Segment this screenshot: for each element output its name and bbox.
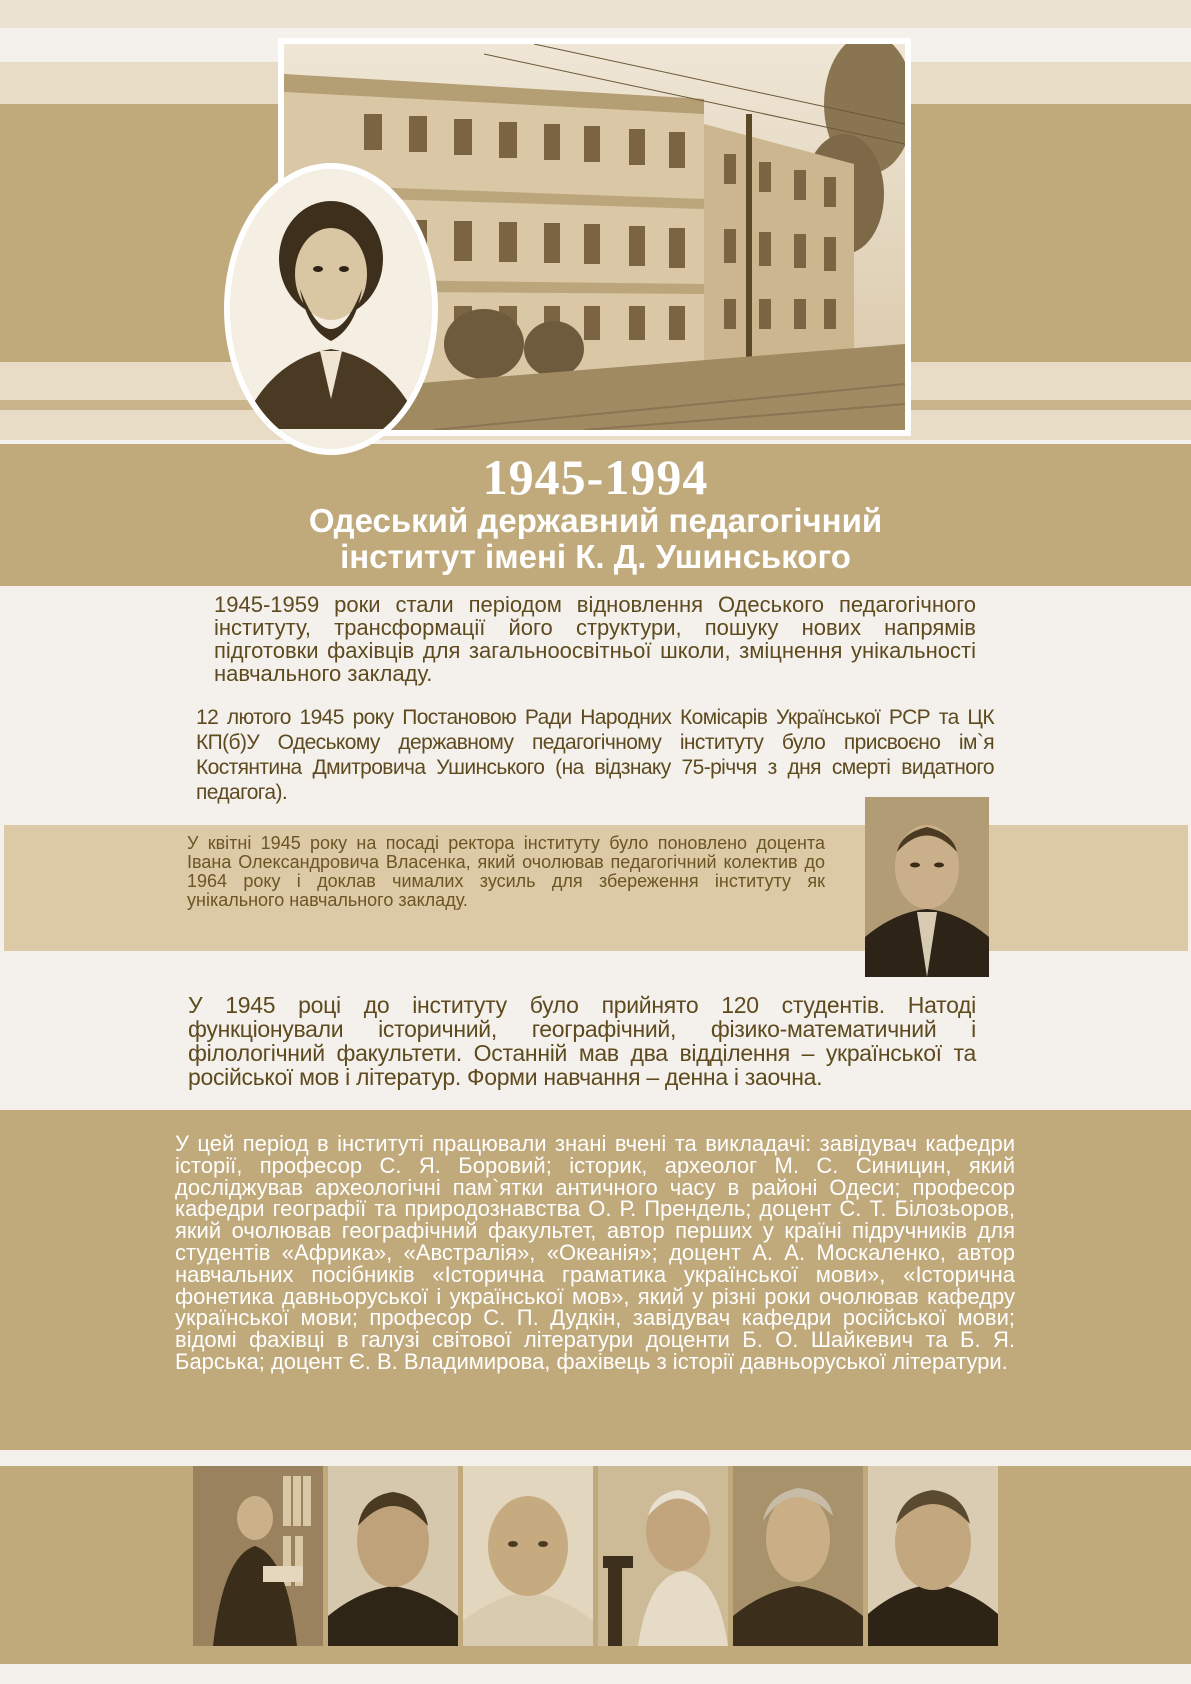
scientist-photo-3 bbox=[463, 1466, 593, 1646]
paragraph-scientists: У цей період в інституті працювали знані вчені та викладачі: завідувач кафедри історії, професор С. Я. Боровий; історик, археолог М. С. Синицин, який досліджував археологічні пам`ятки античного часу в районі Одеси; професор кафедри географії та природознавства О. Р. Прендель; доцент С. Т. Білозьоров, який очолював географічний факультет, автор перших у країні підручників для студентів «Африка», «Австралія», «Океанія»; доцент А. А. Москаленко, автор навчальних посібників «Історична граматика української мови», «Історична фонетика давньоруської і української мов», який у різні роки очолював кафедру української мови; професор С. П. Дудкін, завідувач кафедри російської мови; відомі фахівці в галузі світової літератури доценти Б. О. Шайкевич та Б. Я. Барська; доцент Є. В. Владимирова, фахівець з історії давньоруської літератури. bbox=[175, 1131, 1015, 1374]
gallery-portrait-1 bbox=[193, 1466, 323, 1646]
scientist-photo-1 bbox=[193, 1466, 323, 1646]
paragraph-students: У 1945 році до інституту було прийнято 120 студентів. Натоді функціонували історичний, географічний, фізико-математичний і філологічний факультети. Останній мав два відділення – української та російської мов і літератур. Форми навчання – денна і заочна. bbox=[188, 992, 976, 1090]
paragraph-restoration: 1945-1959 роки стали періодом відновлення Одеського педагогічного інституту, трансформації його структури, пошуку нових напрямів підготовки фахівців для загальноосвітньої школи, зміцнення унікальності навчального закладу. bbox=[214, 592, 976, 686]
ushinsky-portrait-frame bbox=[224, 163, 438, 455]
scientist-photo-5 bbox=[733, 1466, 863, 1646]
title-line-2: інститут імені К. Д. Ушинського bbox=[340, 538, 851, 575]
gallery-portrait-6 bbox=[868, 1466, 998, 1646]
scientist-photo-6 bbox=[868, 1466, 998, 1646]
paragraph-rector: У квітні 1945 року на посаді ректора інституту було поновлено доцента Івана Олександровича Власенка, який очолював педагогічний колектив до 1964 року і доклав чималих зусиль для збереження інституту як унікального навчального закладу. bbox=[187, 833, 825, 910]
gallery-band bbox=[0, 1466, 1191, 1664]
gallery-portrait-3 bbox=[463, 1466, 593, 1646]
vlasenko-photo bbox=[865, 797, 989, 977]
top-light-band bbox=[0, 0, 1191, 28]
vlasenko-portrait bbox=[865, 797, 989, 977]
gallery-portrait-2 bbox=[328, 1466, 458, 1646]
gallery-portrait-4 bbox=[598, 1466, 728, 1646]
ushinsky-portrait bbox=[230, 169, 432, 449]
years-heading: 1945-1994 bbox=[482, 449, 709, 505]
scientist-photo-4 bbox=[598, 1466, 728, 1646]
gallery-portrait-5 bbox=[733, 1466, 863, 1646]
paragraph-naming: 12 лютого 1945 року Постановою Ради Народних Комісарів Української РСР та ЦК КП(б)У Одеському державному педагогічному інституту було присвоєно ім`я Костянтина Дмитровича Ушинського (на відзнаку 75-річчя з дня смерті видатного педагога). bbox=[196, 706, 994, 804]
scientist-photo-2 bbox=[328, 1466, 458, 1646]
title-line-1: Одеський державний педагогічний bbox=[308, 502, 883, 539]
ushinsky-engraving bbox=[230, 169, 432, 449]
